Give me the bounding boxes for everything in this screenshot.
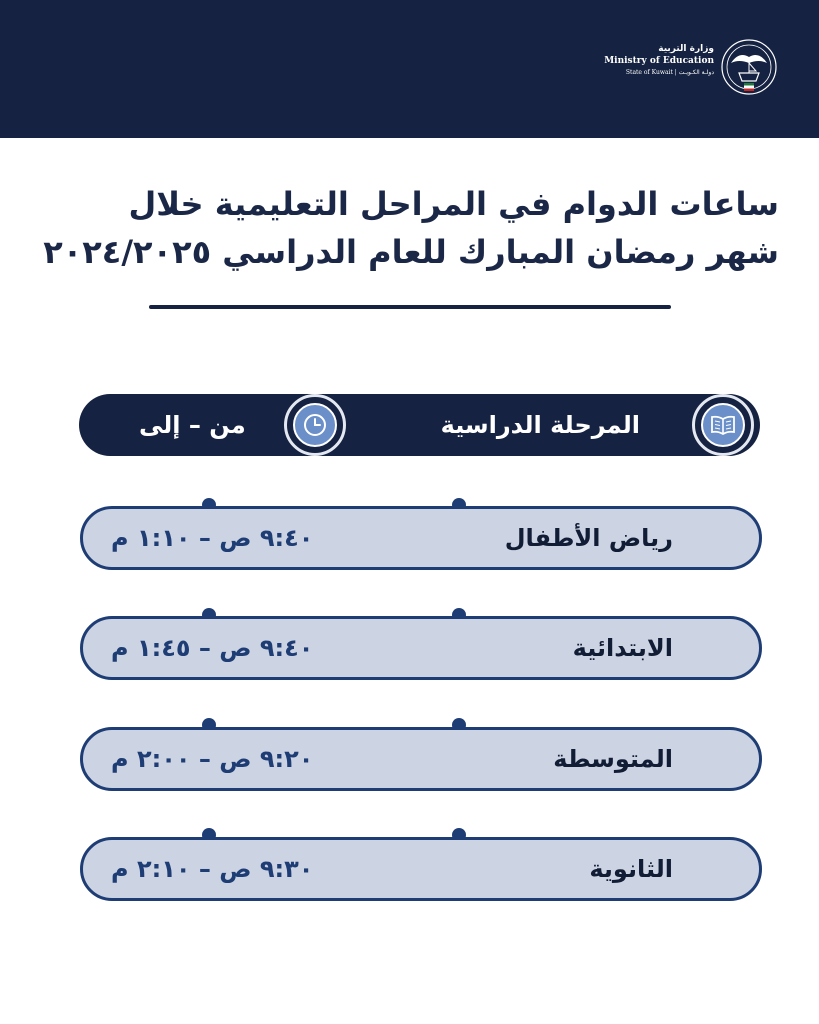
- col-stage-label: المرحلة الدراسية: [440, 411, 640, 439]
- stage-name: الابتدائية: [572, 634, 673, 662]
- time-range: ٩:٤٠ ص – ١:١٠ م: [111, 524, 314, 552]
- ministry-logo-text: [604, 44, 714, 78]
- clock-icon: [302, 412, 328, 438]
- page-title: [19, 180, 779, 276]
- stage-name: رياض الأطفال: [504, 524, 673, 552]
- table-row: [80, 837, 762, 901]
- table-row: [80, 727, 762, 791]
- table-row: [80, 506, 762, 570]
- title-line-2: شهر رمضان المبارك للعام الدراسي ٢٠٢٤/٢٠٢٥: [43, 233, 779, 271]
- stage-name: المتوسطة: [553, 745, 673, 773]
- book-icon: [710, 415, 736, 435]
- time-range: ٩:٢٠ ص – ٢:٠٠ م: [111, 745, 314, 773]
- time-range: ٩:٣٠ ص – ٢:١٠ م: [111, 855, 314, 883]
- ministry-name-en: Ministry of Education: [604, 56, 714, 66]
- title-divider: [149, 305, 671, 309]
- table-header: [79, 394, 760, 456]
- book-icon-badge: [692, 394, 754, 456]
- kuwait-emblem-icon: [719, 37, 779, 97]
- top-banner: [0, 0, 819, 138]
- title-line-1: ساعات الدوام في المراحل التعليمية خلال: [128, 185, 779, 223]
- ministry-name-ar: وزارة التربية: [658, 44, 714, 54]
- col-time-label: من – إلى: [139, 411, 246, 439]
- table-row: [80, 616, 762, 680]
- state-line: State of Kuwait | دولـة الكـويـت: [625, 69, 714, 76]
- time-range: ٩:٤٠ ص – ١:٤٥ م: [111, 634, 314, 662]
- stage-name: الثانوية: [589, 855, 673, 883]
- clock-icon-badge: [284, 394, 346, 456]
